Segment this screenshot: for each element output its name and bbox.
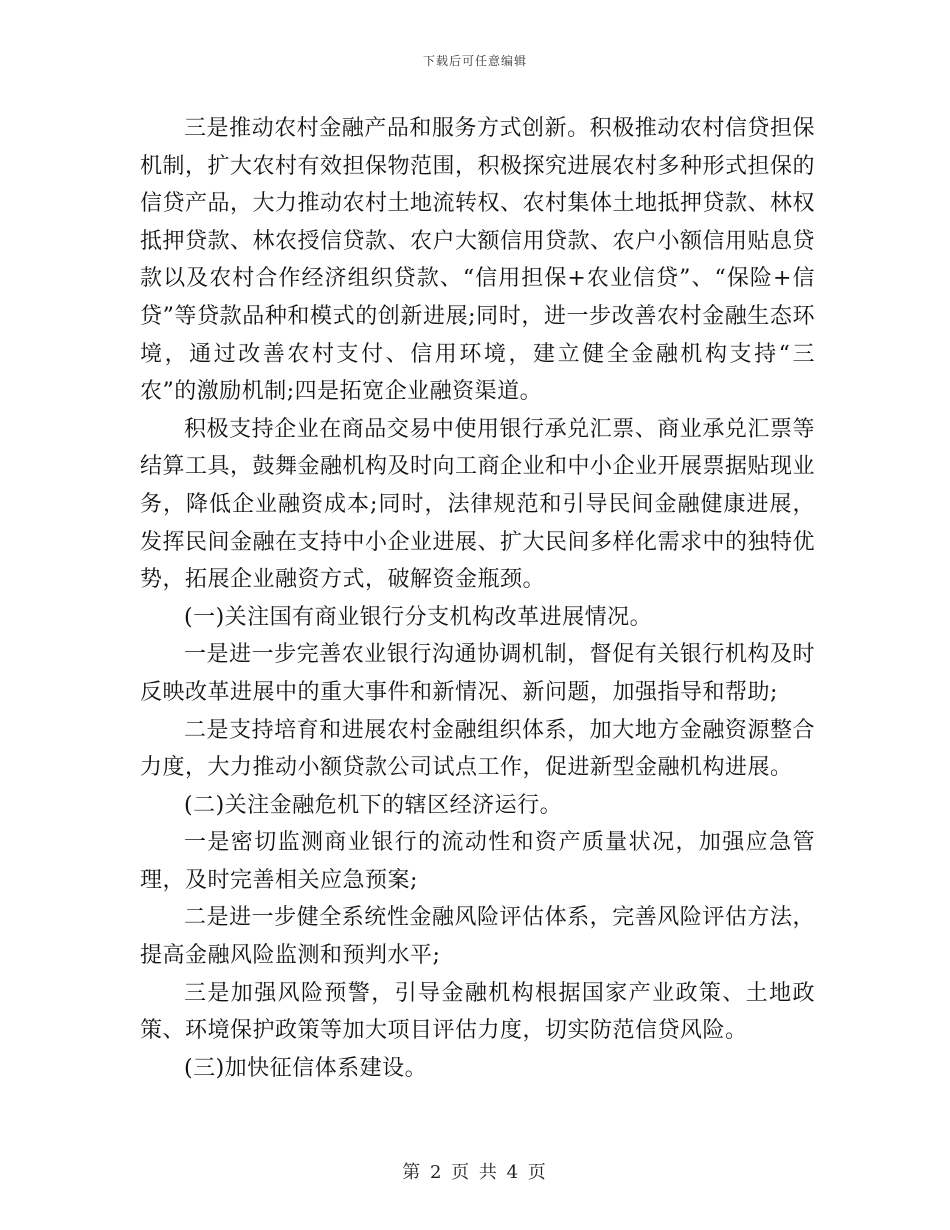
section-heading-1: (一)关注国有商业银行分支机构改革进展情况。 bbox=[184, 604, 653, 630]
paragraph-item: 三是加强风险预警，引导金融机构根据国家产业政策、土地政策、环境保护政策等加大项目评估力度，切实防范信贷风险。 bbox=[140, 980, 815, 1044]
page-number-footer: 第 2 页 共 4 页 bbox=[402, 1162, 548, 1183]
page-header: 下载后可任意编辑 bbox=[422, 54, 527, 68]
paragraph-item: 一是进一步完善农业银行沟通协调机制，督促有关银行机构及时反映改革进展中的重大事件和新情况、新问题，加强指导和帮助; bbox=[140, 642, 815, 705]
paragraph-rural-finance-innovation: 三是推动农村金融产品和服务方式创新。积极推动农村信贷担保机制，扩大农村有效担保物范围，积极探究进展农村多种形式担保的信贷产品，大力推动农村土地流转权、农村集体土地抵押贷款、林权抵押贷款、林农授信贷款、农户大额信用贷款、农户小额信用贴息贷款以及农村合作经济组织贷款、“信用担保+农业信贷”、“保险+信贷”等贷款品种和模式的创新进展;同时，进一步改善农村金融生态环境，通过改善农村支付、信用环境，建立健全金融机构支持“三农”的激励机制;四是拓宽企业融资渠道。 bbox=[140, 116, 816, 405]
section-heading-3: (三)加快征信体系建设。 bbox=[184, 1055, 428, 1081]
document-body bbox=[140, 110, 815, 1087]
paragraph-item: 二是进一步健全系统性金融风险评估体系，完善风险评估方法，提高金融风险监测和预判水平; bbox=[140, 905, 815, 969]
paragraph-item: 一是密切监测商业银行的流动性和资产质量状况，加强应急管理，及时完善相关应急预案; bbox=[140, 830, 815, 893]
paragraph-item: 二是支持培育和进展农村金融组织体系，加大地方金融资源整合力度，大力推动小额贷款公司试点工作，促进新型金融机构进展。 bbox=[140, 717, 815, 781]
section-heading-2: (二)关注金融危机下的辖区经济运行。 bbox=[184, 792, 563, 818]
paragraph-enterprise-financing: 积极支持企业在商品交易中使用银行承兑汇票、商业承兑汇票等结算工具，鼓舞金融机构及时向工商企业和中小企业开展票据贴现业务，降低企业融资成本;同时，法律规范和引导民间金融健康进展，发挥民间金融在支持中小企业进展、扩大民间多样化需求中的独特优势，拓展企业融资方式，破解资金瓶颈。 bbox=[140, 416, 816, 593]
